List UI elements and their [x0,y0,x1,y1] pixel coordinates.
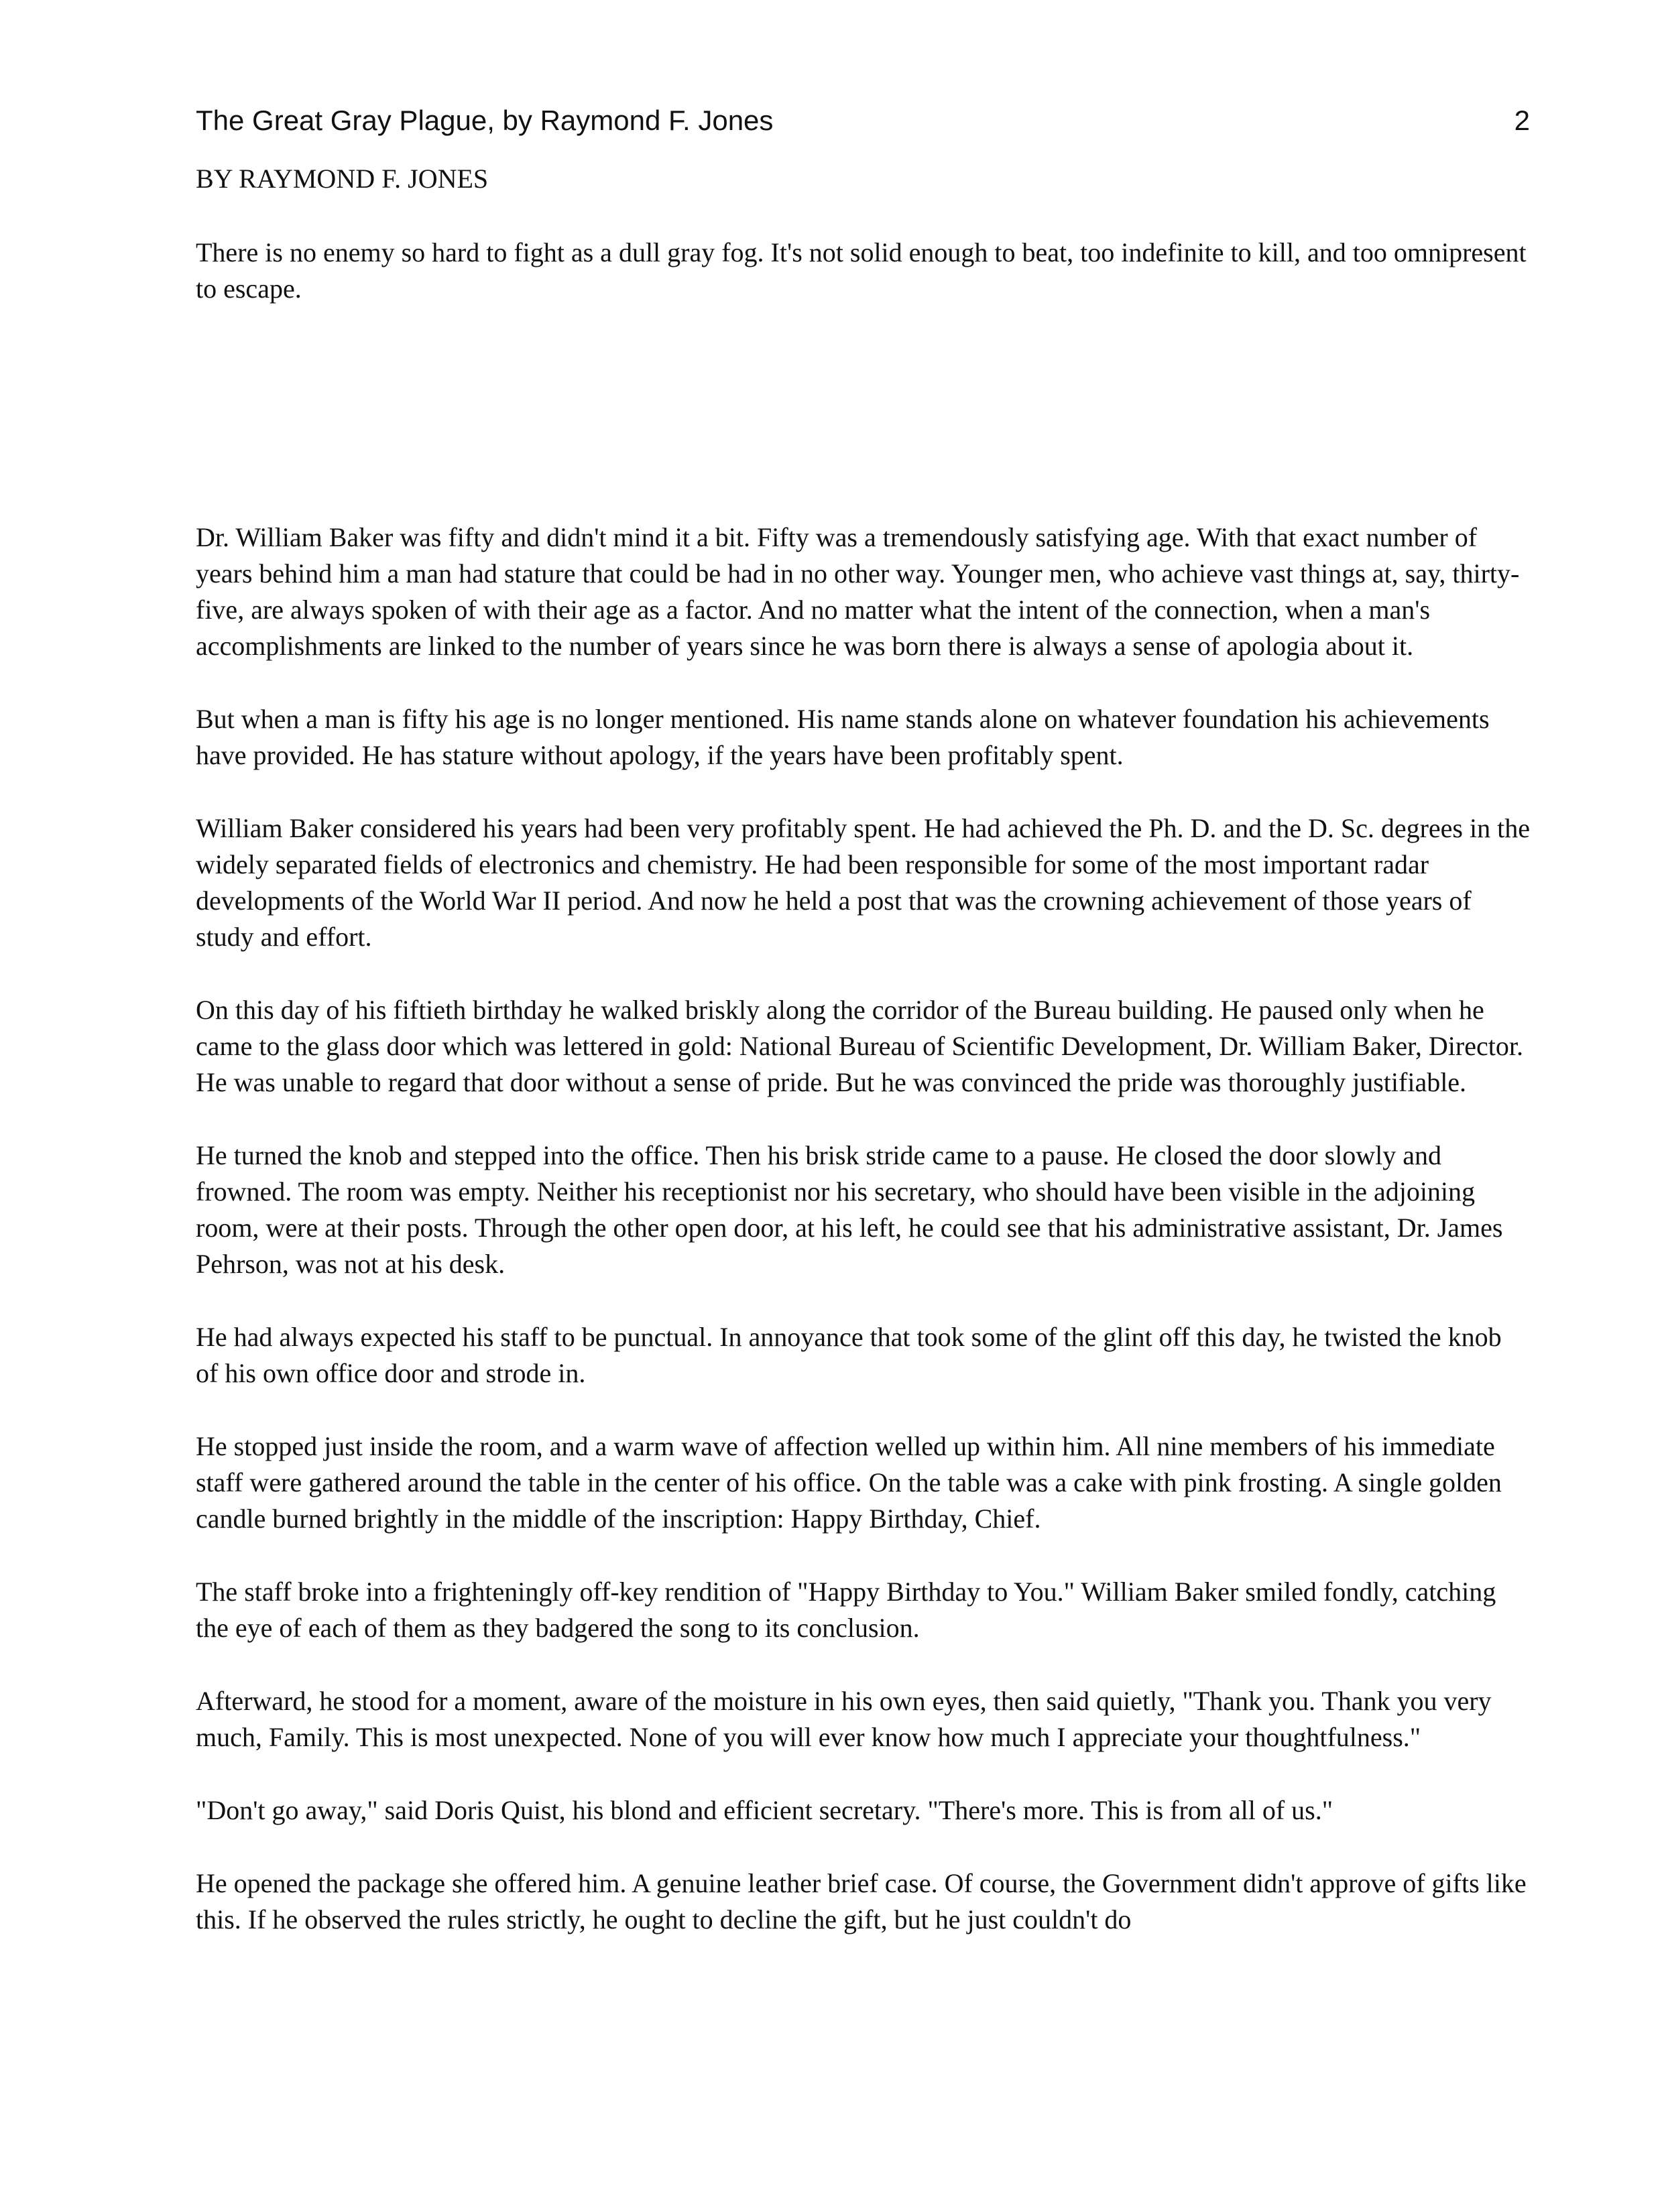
paragraph: William Baker considered his years had been very profitably spent. He had achieved the Ph. D. and the D. Sc. degrees in the widely separated fields of electronics and chemistry. He had been responsible for some of the most important radar developments of the World War II period. And now he held a post that was the crowning achievement of those years of study and effort. [196,813,1530,952]
story-text [196,519,1530,1975]
paragraph: On this day of his fiftieth birthday he walked briskly along the corridor of the Bureau building. He paused only when he came to the glass door which was lettered in gold: National Bureau of Scientific Development, Dr. William Baker, Director. He was unable to regard that door without a sense of pride. But he was convinced the pride was thoroughly justifiable. [196,995,1523,1097]
page-number: 2 [1514,105,1530,136]
intro-blurb: There is no enemy so hard to fight as a dull gray fog. It's not solid enough to beat, too indefinite to kill, and too omnipresent to escape. [196,237,1527,304]
paragraph: He opened the package she offered him. A genuine leather brief case. Of course, the Government didn't approve of gifts like this. If he observed the rules strictly, he ought to decline the gift, but he just couldn't do [196,1868,1527,1934]
paragraph: The staff broke into a frighteningly off-key rendition of "Happy Birthday to You." William Baker smiled fondly, catching the eye of each of them as they badgered the song to its conclusion. [196,1577,1496,1643]
paragraph: "Don't go away," said Doris Quist, his blond and efficient secretary. "There's more. This is from all of us." [196,1795,1333,1825]
running-title: The Great Gray Plague, by Raymond F. Jones [196,105,774,136]
page-header [196,101,1530,141]
paragraph: But when a man is fifty his age is no longer mentioned. His name stands alone on whatever foundation his achievements have provided. He has stature without apology, if the years have been profitably spent. [196,704,1490,770]
byline: BY RAYMOND F. JONES [196,164,489,194]
paragraph: Afterward, he stood for a moment, aware of the moisture in his own eyes, then said quietly, "Thank you. Thank you very much, Family. This is most unexpected. None of you will ever know how much I appreciate your thoughtfulness." [196,1686,1492,1752]
paragraph: He had always expected his staff to be punctual. In annoyance that took some of the glint off this day, he twisted the knob of his own office door and strode in. [196,1322,1502,1388]
paragraph: He stopped just inside the room, and a warm wave of affection welled up within him. All nine members of his immediate staff were gathered around the table in the center of his office. On the table was a cake with pink frosting. A single golden candle burned brightly in the middle of the inscription: Happy Birthday, Chief. [196,1431,1502,1534]
paragraph: Dr. William Baker was fifty and didn't mind it a bit. Fifty was a tremendously satisfying age. With that exact number of years behind him a man had stature that could be had in no other way. Younger men, who achieve vast things at, say, thirty-five, are always spoken of with their age as a factor. And no matter what the intent of the connection, when a man's accomplishments are linked to the number of years since he was born there is always a sense of apologia about it. [196,522,1520,661]
paragraph: He turned the knob and stepped into the office. Then his brisk stride came to a pause. He closed the door slowly and frowned. The room was empty. Neither his receptionist nor his secretary, who should have been visible in the adjoining room, were at their posts. Through the other open door, at his left, he could see that his administrative assistant, Dr. James Pehrson, was not at his desk. [196,1140,1503,1279]
